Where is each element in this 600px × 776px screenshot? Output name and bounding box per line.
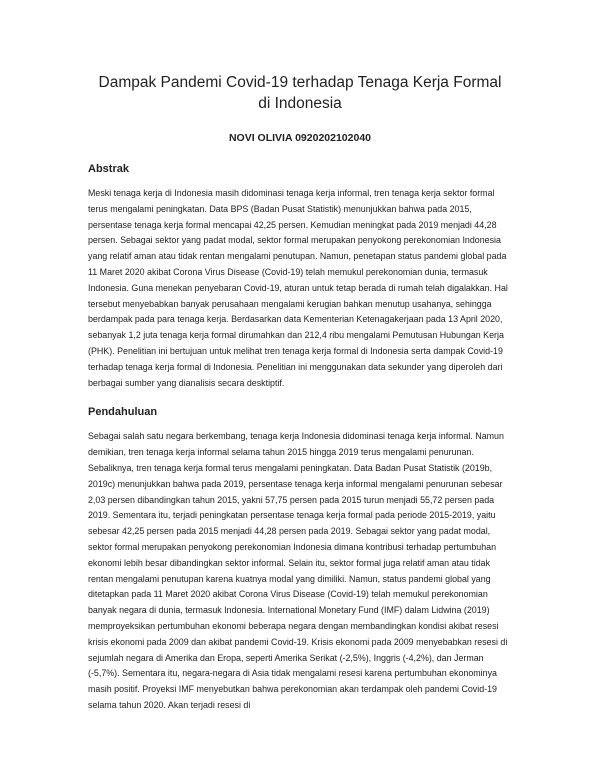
abstract-heading: Abstrak <box>88 163 129 175</box>
introduction-heading: Pendahuluan <box>88 406 158 419</box>
abstract-section <box>88 162 512 391</box>
abstract-text: Meski tenaga kerja di Indonesia masih didominasi tenaga kerja informal, tren tenaga kerja sektor formal terus mengalami peningkatan. Data BPS (Badan Pusat Statistik) menunjukkan bahwa pada 2015, persentase tenaga kerja formal mencapai 42,25 persen. Kemudian meningkat pada 2019 menjadi 44,28 persen. Sebagai sektor yang padat modal, sektor formal merupakan penyokong perekonomian Indonesia yang relatif aman atau tidak rentan mengalami penutupan. Namun, penetapan status pandemi global pada 11 Maret 2020 akibat Corona Virus Disease (Covid-19) telah memukul perekonomian dunia, termasuk Indonesia. Guna menekan penyebaran Covid-19, aturan untuk tetap berada di rumah telah digalakkan. Hal tersebut menyebabkan banyak perusahaan mengalami kerugian bahkan menutup usahanya, sehingga berdampak pada para tenaga kerja. Berdasarkan data Kementerian Ketenagakerjaan pada 13 April 2020, sebanyak 1,2 juta tenaga kerja formal dirumahkan dan 212,4 ribu mengalami Pemutusan Hubungan Kerja (PHK). Penelitian ini bertujuan untuk melihat tren tenaga kerja formal di Indonesia serta dampak Covid-19 terhadap tenaga kerja formal di Indonesia. Penelitian ini menggunakan data sekunder yang diperoleh dari berbagai sumber yang dianalisis secara desktiptif. <box>88 188 508 388</box>
introduction-text: Sebagai salah satu negara berkembang, tenaga kerja Indonesia didominasi tenaga kerja informal. Namun demikian, tren tenaga kerja informal selama tahun 2015 hingga 2019 terus mengalami penurunan. Sebaliknya, tren tenaga kerja formal terus mengalami peningkatan. Data Badan Pusat Statistik (2019b, 2019c) menunjukkan bahwa pada 2019, persentase tenaga kerja informal mengalami penurunan sebesar 2,03 persen dibandingkan tahun 2015, yakni 57,75 persen pada 2015 turun menjadi 55,72 persen pada 2019. Sementara itu, terjadi peningkatan persentase tenaga kerja formal pada periode 2015-2019, yaitu sebesar 42,25 persen pada 2015 menjadi 44,28 persen pada 2019. Sebagai sektor yang padat modal, sektor formal merupakan penyokong perekonomian Indonesia dimana kontribusi terhadap pertumbuhan ekonomi lebih besar dibandingkan sektor informal. Selain itu, sektor formal juga relatif aman atau tidak rentan mengalami penutupan karena kuatnya modal yang dimiliki. Namun, status pandemi global yang ditetapkan pada 11 Maret 2020 akibat Corona Virus Disease (Covid-19) telah memukul perekonomian banyak negara di dunia, termasuk Indonesia. International Monetary Fund (IMF) dalam Lidwina (2019) memproyeksikan pertumbuhan ekonomi beberapa negara dengan membandingkan kondisi akibat resesi krisis ekonomi pada 2009 dan akibat pandemi Covid-19. Krisis ekonomi pada 2009 menyebabkan resesi di sejumlah negara di Amerika dan Eropa, seperti Amerika Serikat (-2,5%), Inggris (-4,2%), dan Jerman (-5,7%). Sementara itu, negara-negara di Asia tidak mengalami resesi karena pertumbuhan ekonominya masih positif. Proyeksi IMF menyebutkan bahwa perekonomian akan terdampak oleh pandemi Covid-19 selama tahun 2020. Akan terjadi resesi di <box>88 431 508 710</box>
author-line: NOVI OLIVIA 0920202102040 <box>228 132 372 144</box>
document-title: Dampak Pandemi Covid-19 terhadap Tenaga Kerja Formal di Indonesia <box>98 74 502 112</box>
introduction-section <box>88 405 512 713</box>
